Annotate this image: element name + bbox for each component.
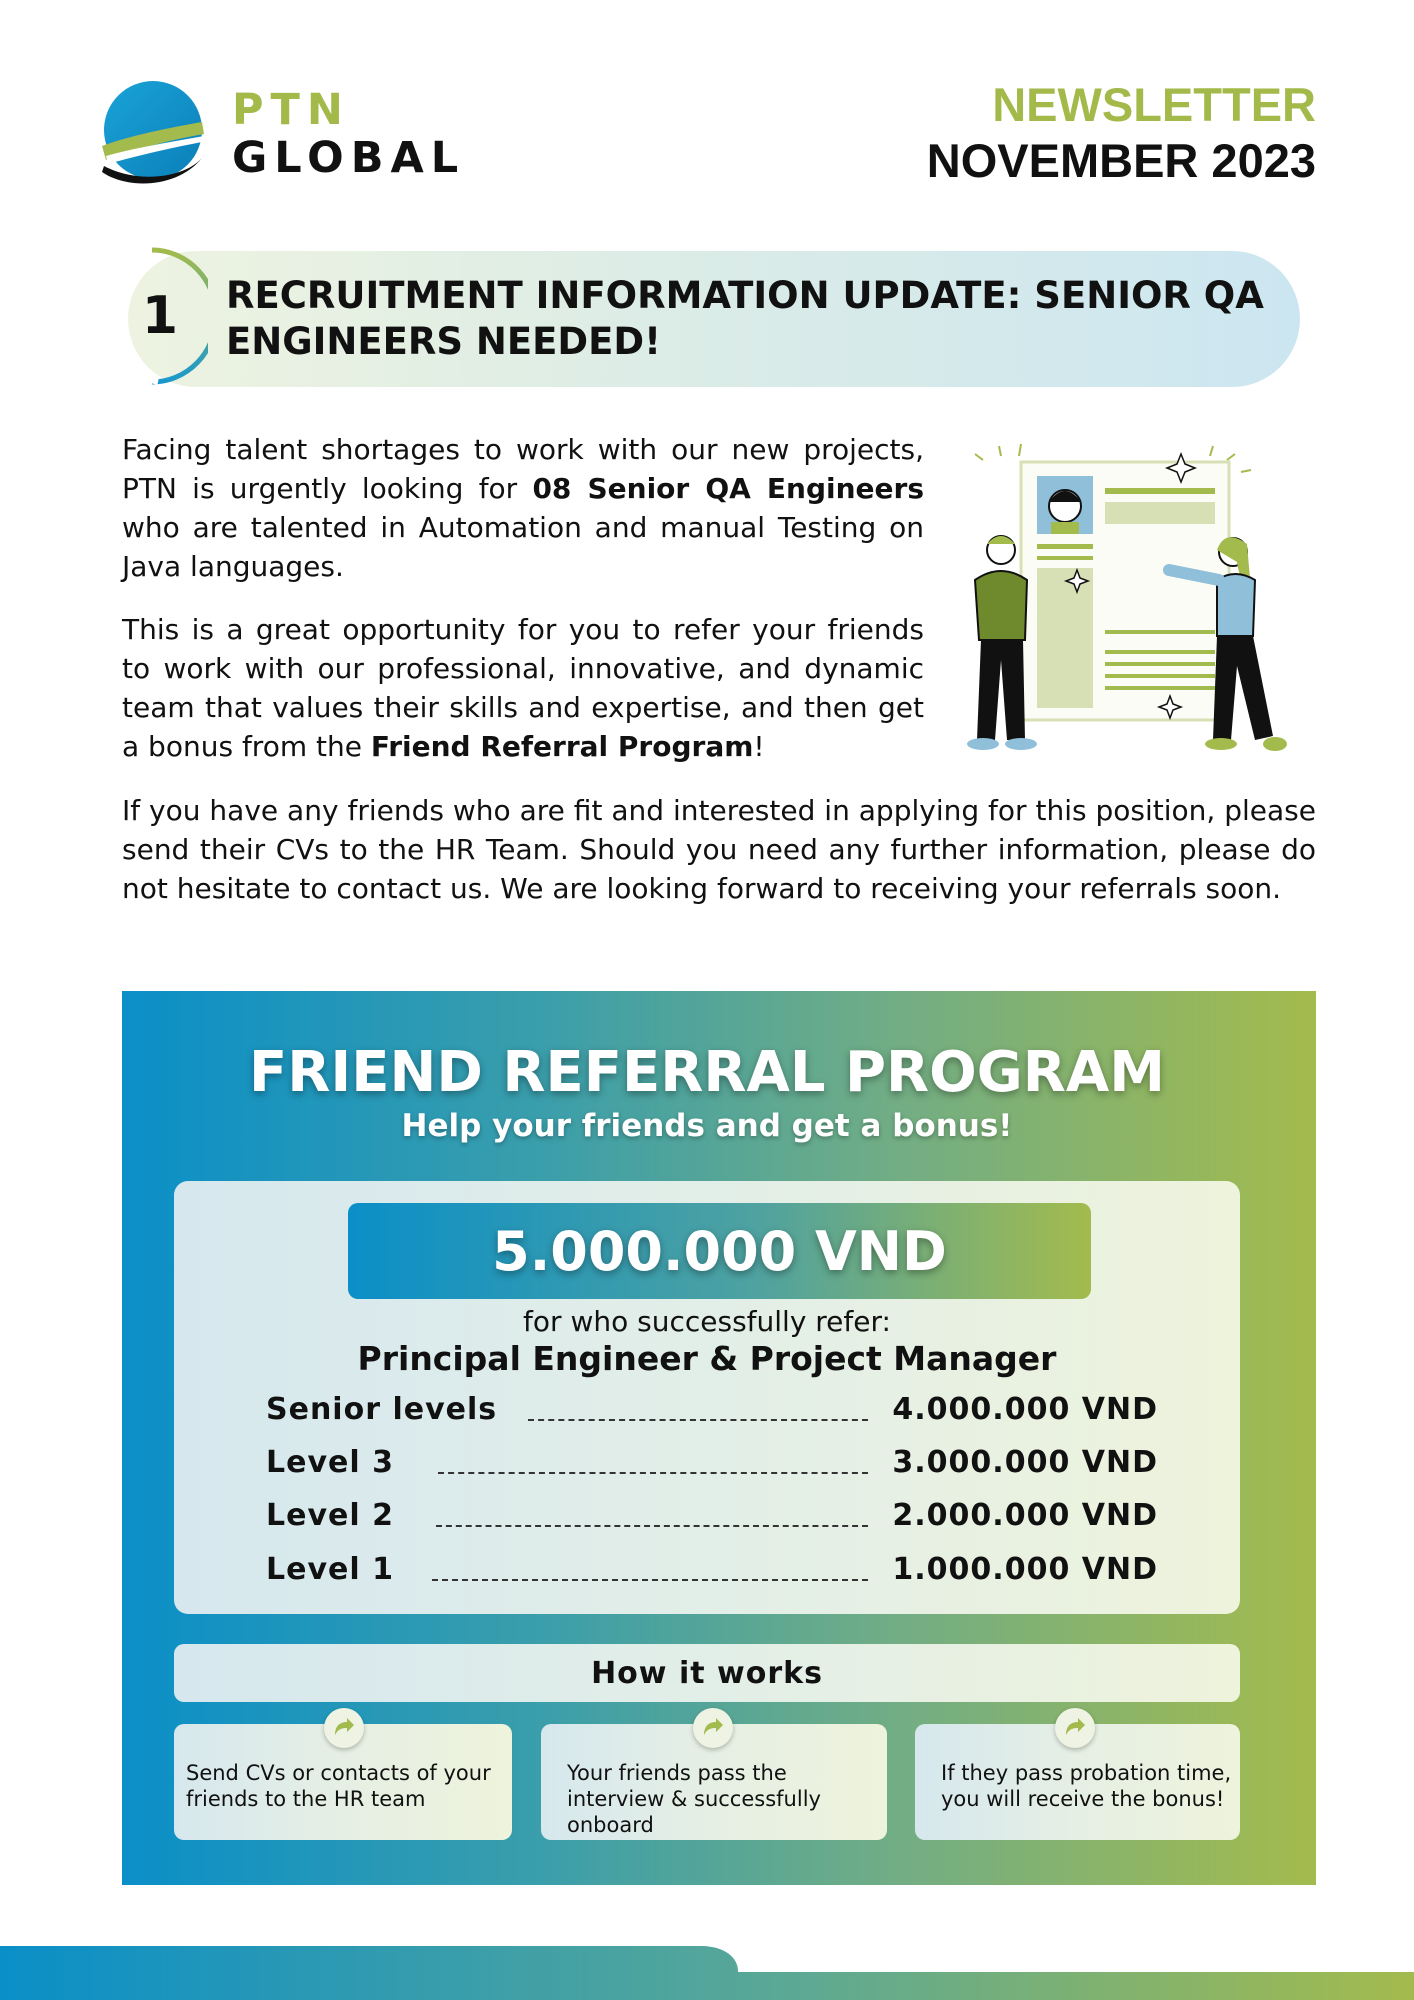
step-card <box>174 1724 512 1840</box>
p2-text-b: ! <box>753 730 765 763</box>
level-dashes <box>528 1419 868 1421</box>
level-name: Level 3 <box>266 1445 394 1480</box>
referral-title: FRIEND REFERRAL PROGRAM <box>249 1040 1165 1105</box>
step-card <box>541 1724 887 1840</box>
arrow-icon <box>1055 1708 1095 1748</box>
top-bonus-amount: 5.000.000 VND <box>348 1203 1091 1299</box>
level-row <box>266 1392 1158 1432</box>
level-amount: 4.000.000 VND <box>892 1392 1158 1427</box>
top-bonus-roles: Principal Engineer & Project Manager <box>357 1339 1057 1378</box>
step-text: If they pass probation time, you will receive the bonus! <box>941 1761 1232 1811</box>
p1-text-a: Facing talent shortages to work with our new projects, PTN is urgently looking for <box>122 433 924 505</box>
newsletter-header <box>927 78 1316 190</box>
level-row <box>266 1445 1158 1485</box>
p2-text-a: This is a great opportunity for you to refer your friends to work with our professional, innovative, and dynamic team that values their skills and expertise, and then get a bonus from the <box>122 613 924 763</box>
level-amount: 2.000.000 VND <box>892 1498 1158 1533</box>
arrow-icon <box>693 1708 733 1748</box>
top-bonus-caption: for who successfully refer: <box>523 1305 891 1338</box>
arrow-icon <box>324 1708 364 1748</box>
section-number: 1 <box>141 286 179 346</box>
recruitment-illustration <box>955 440 1290 765</box>
step-text: Send CVs or contacts of your friends to the HR team <box>186 1761 491 1811</box>
level-amount: 3.000.000 VND <box>892 1445 1158 1480</box>
contact-paragraph: If you have any friends who are fit and interested in applying for this position, please send their CVs to the HR Team. Should you need any further information, please do not hesitate to contact us. We are looking forward to receiving your referrals soon. <box>122 794 1316 905</box>
brand-name <box>232 86 465 182</box>
brand-line1: PTN <box>232 85 350 135</box>
level-name: Level 1 <box>266 1552 394 1587</box>
footer-decoration <box>0 1946 1414 2000</box>
referral-subtitle: Help your friends and get a bonus! <box>401 1108 1013 1144</box>
p1-bold: 08 Senior QA Engineers <box>532 472 924 505</box>
how-it-works-title: How it works <box>174 1644 1240 1702</box>
level-dashes <box>436 1525 868 1527</box>
step-text: Your friends pass the interview & successfully onboard <box>567 1761 821 1837</box>
brand-line2: GLOBAL <box>232 133 466 183</box>
level-amount: 1.000.000 VND <box>892 1552 1158 1587</box>
p2-bold: Friend Referral Program <box>370 730 754 763</box>
intro-paragraph <box>122 430 924 586</box>
ptn-global-logo <box>98 78 208 196</box>
level-name: Senior levels <box>266 1392 498 1427</box>
level-row <box>266 1552 1158 1592</box>
newsletter-date: NOVEMBER 2023 <box>926 134 1316 187</box>
p1-text-b: who are talented in Automation and manual Testing on Java languages. <box>122 511 924 583</box>
opportunity-paragraph <box>122 610 924 766</box>
section-title: RECRUITMENT INFORMATION UPDATE: SENIOR QA ENGINEERS NEEDED! <box>226 274 1264 363</box>
level-dashes <box>432 1579 868 1581</box>
level-name: Level 2 <box>266 1498 394 1533</box>
level-dashes <box>438 1472 868 1474</box>
step-card <box>915 1724 1240 1840</box>
level-row <box>266 1498 1158 1538</box>
newsletter-label: NEWSLETTER <box>992 78 1316 131</box>
